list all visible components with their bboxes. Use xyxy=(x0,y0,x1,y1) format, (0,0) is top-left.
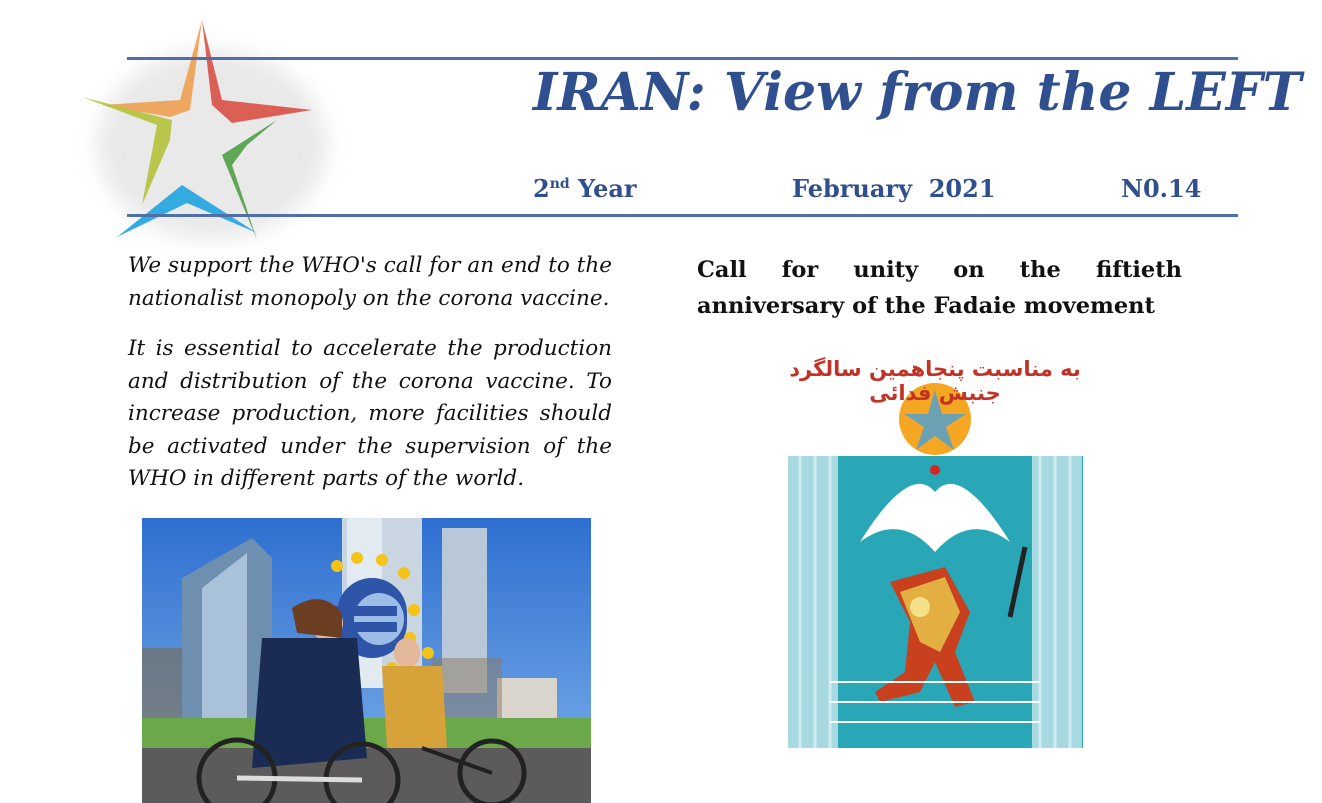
headline-line-1: Call for unity on the fiftieth xyxy=(697,257,1182,283)
headline-line-2: anniversary of the Fadaie movement xyxy=(697,293,1155,319)
poster-persian-caption: به مناسبت پنجاهمین سالگرد جنبش فدائی xyxy=(789,357,1081,405)
issue-date: February 2021 xyxy=(792,174,996,203)
issue-year xyxy=(533,174,637,203)
issue-year-number: 2 xyxy=(533,174,550,203)
left-column xyxy=(128,250,612,514)
header-bottom-rule xyxy=(127,214,1238,217)
star-logo-icon xyxy=(62,5,352,265)
cyclists-photo xyxy=(142,518,591,803)
masthead-title: IRAN: View from the LEFT xyxy=(533,62,1302,123)
fadaie-anniversary-poster xyxy=(770,352,1100,752)
headline-unity-call xyxy=(697,252,1182,324)
issue-number: N0.14 xyxy=(1121,174,1202,203)
issue-year-word: Year xyxy=(578,174,637,203)
paragraph-vaccine-production: It is essential to accelerate the production and distribution of the corona vaccine. To increase production, more facilities should be activated under the supervision of the WHO in different parts of the world. xyxy=(128,336,612,491)
issue-year-suffix: nd xyxy=(549,176,570,192)
top-rule xyxy=(127,57,1238,60)
paragraph-vaccine-monopoly: We support the WHO's call for an end to the nationalist monopoly on the corona vaccine. xyxy=(128,253,612,311)
